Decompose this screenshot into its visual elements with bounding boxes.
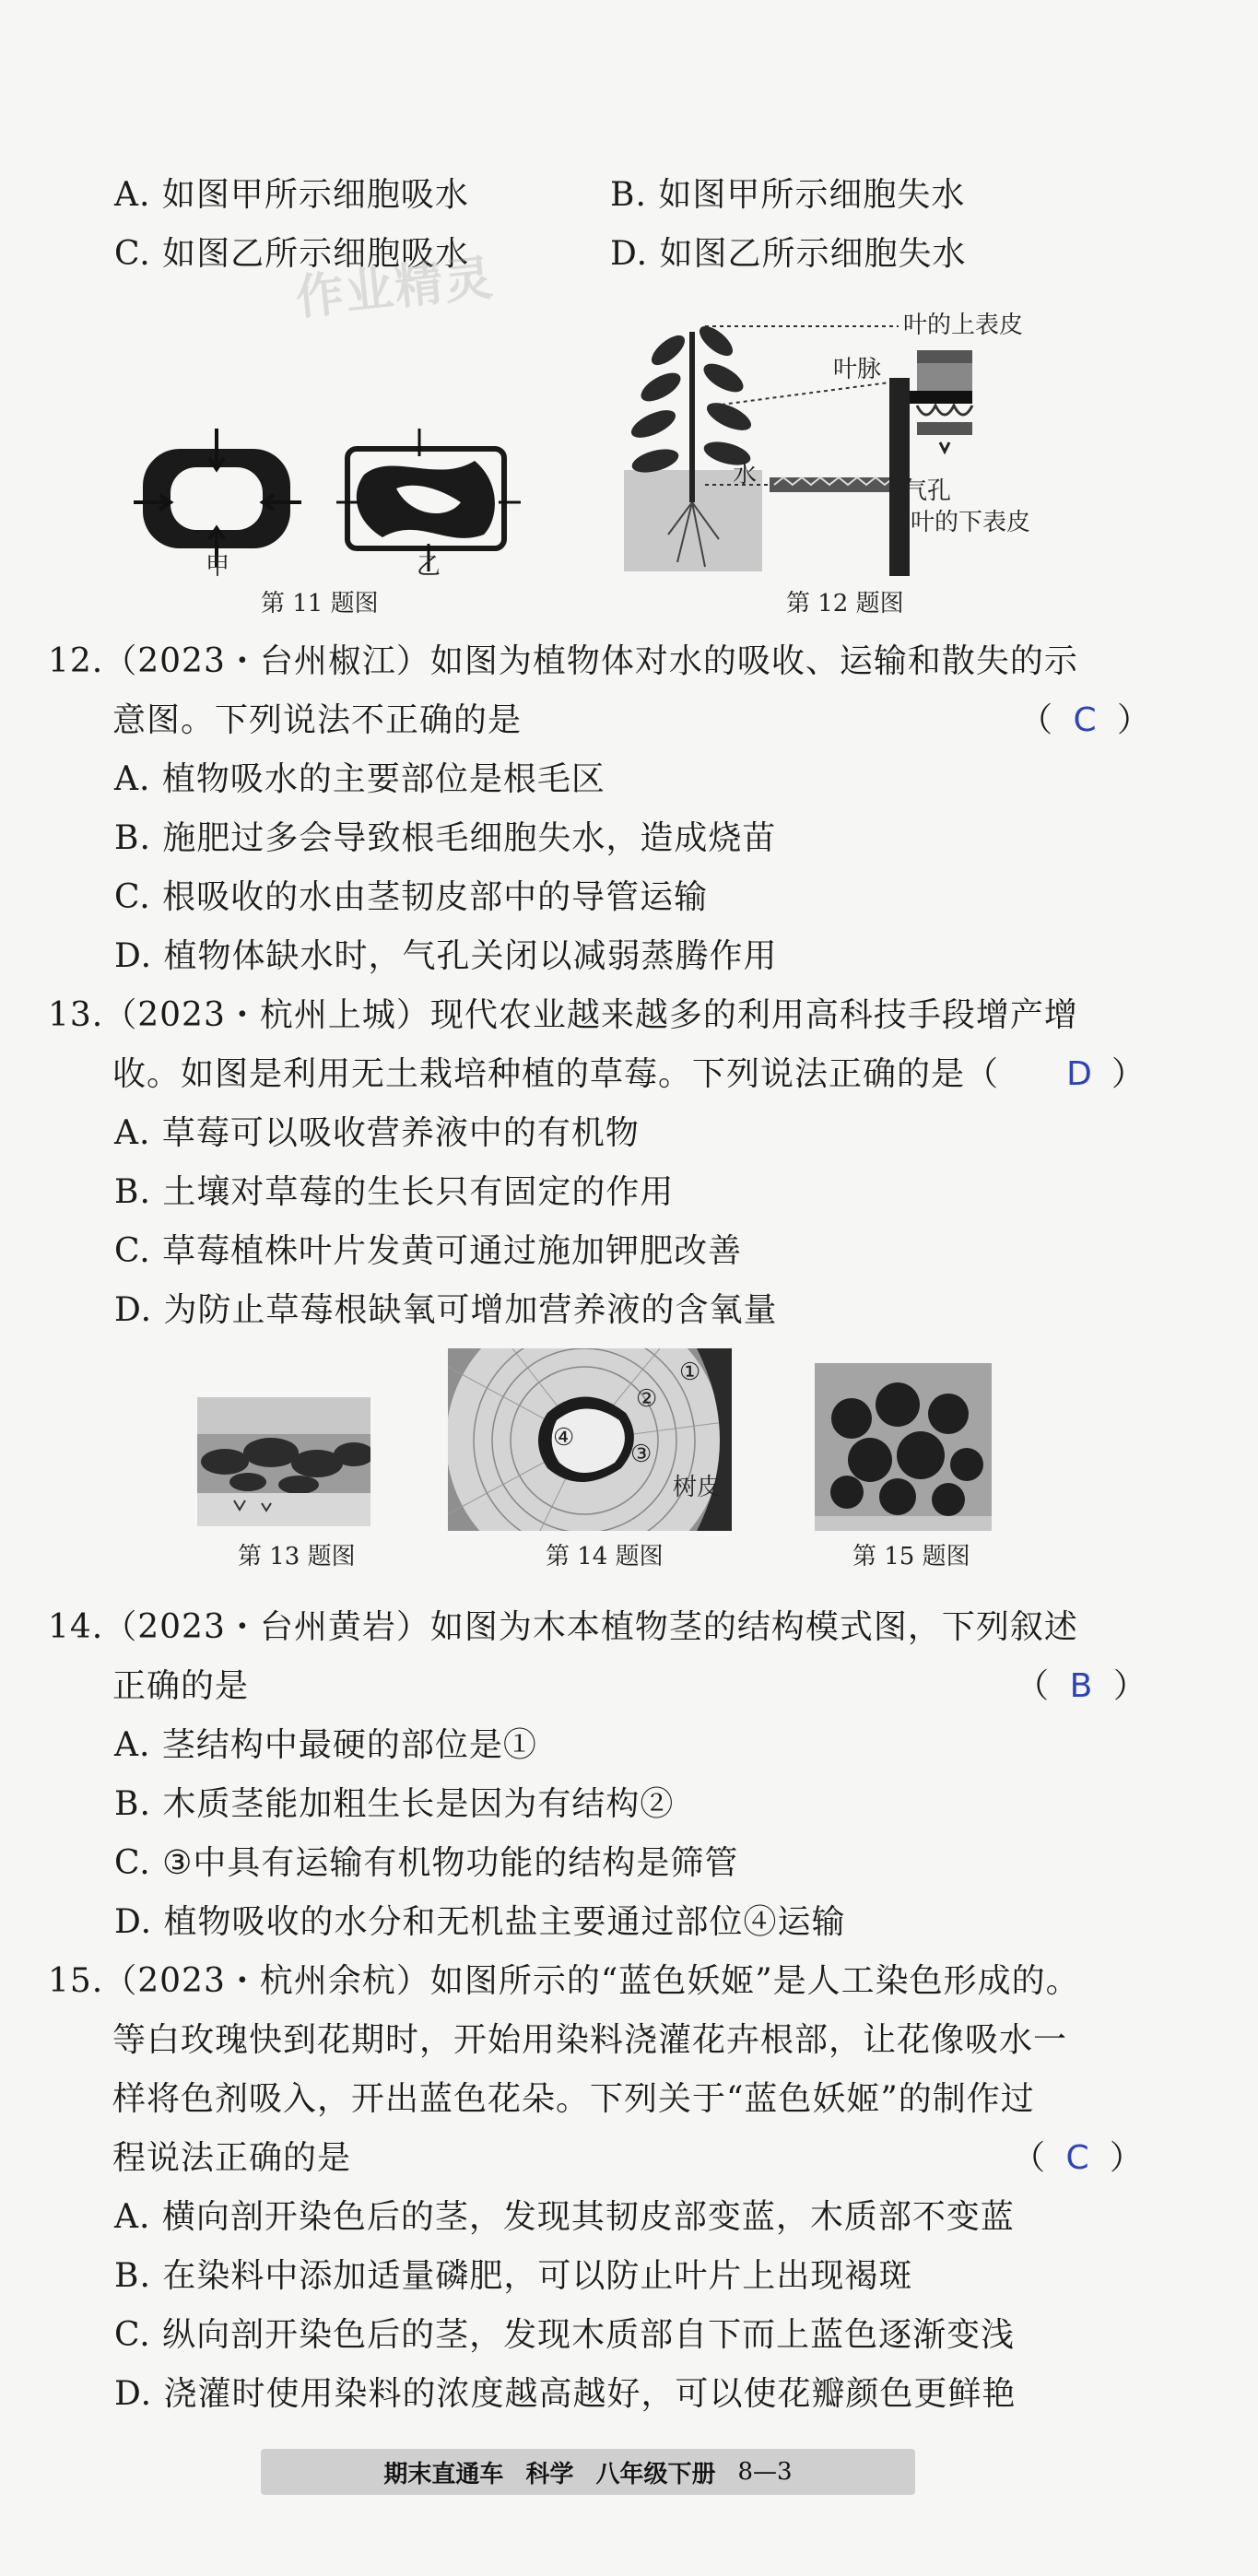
footer-subject: 科学: [525, 2460, 574, 2488]
watermark: 作业精灵: [293, 250, 498, 327]
q14-label-bark: 树皮: [673, 1474, 722, 1501]
q13-option-d: D. 为防止草莓根缺氧可增加营养液的含氧量: [114, 1291, 778, 1329]
q12-stem-line-1: 12.（2023・台州椒江）如图为植物体对水的吸收、运输和散失的示: [48, 642, 1078, 680]
q12-label-stoma: 气孔: [903, 477, 952, 505]
q11-cell-figure: [134, 429, 521, 581]
q13-stem-line-1: 13.（2023・杭州上城）现代农业越来越多的利用高科技手段增产增: [48, 996, 1078, 1034]
q14-caption: 第 14 题图: [546, 1543, 664, 1570]
q14-option-b: B. 木质茎能加粗生长是因为有结构②: [114, 1785, 675, 1823]
q13-option-b: B. 土壤对草莓的生长只有固定的作用: [114, 1173, 675, 1211]
q15-stem-line-2: 等白玫瑰快到花期时，开始用染料浇灌花卉根部，让花像吸水一: [112, 2021, 1068, 2059]
q15-stem-line-3: 样将色剂吸入，开出蓝色花朵。下列关于“蓝色妖姬”的制作过: [112, 2080, 1035, 2118]
footer-grade: 八年级下册: [595, 2460, 716, 2488]
water-transport-chain: [770, 477, 908, 492]
q15-answer-letter: C: [1065, 2139, 1089, 2177]
q11-caption: 第 11 题图: [261, 590, 379, 618]
q15-blue-rose-photo: [815, 1363, 992, 1531]
q12-answer: （ C ）: [1019, 699, 1150, 743]
q12-plant-figure: [613, 313, 1000, 581]
q12-label-lower-epidermis: 叶的下表皮: [911, 509, 1031, 536]
q14-stem-line-1: 14.（2023・台州黄岩）如图为木本植物茎的结构模式图，下列叙述: [48, 1608, 1078, 1646]
q12-stem-line-2: 意图。下列说法不正确的是: [112, 701, 523, 739]
q15-option-c: C. 纵向剖开染色后的茎，发现木质部自下而上蓝色逐渐变浅: [114, 2316, 1016, 2354]
q13-strawberry-photo: [197, 1397, 370, 1526]
q12-caption: 第 12 题图: [786, 590, 904, 618]
q13-option-c: C. 草莓植株叶片发黄可通过施加钾肥改善: [114, 1232, 743, 1270]
q15-answer: （ C ）: [1012, 2136, 1143, 2181]
q14-option-c: C. ③中具有运输有机物功能的结构是筛管: [114, 1844, 739, 1882]
footer-page-number: 8—3: [737, 2458, 793, 2486]
q13-answer-letter: D: [1066, 1055, 1092, 1093]
q14-label-2: ②: [636, 1385, 658, 1413]
page-footer: [261, 2449, 915, 2495]
q14-answer-letter: B: [1069, 1667, 1093, 1705]
q12-option-a: A. 植物吸水的主要部位是根毛区: [114, 760, 605, 798]
q12-option-d: D. 植物体缺水时，气孔关闭以减弱蒸腾作用: [114, 937, 778, 975]
q14-label-4: ④: [553, 1424, 575, 1452]
q11-option-a: A. 如图甲所示细胞吸水: [114, 176, 469, 214]
leaf-cross-section: [910, 350, 972, 452]
q12-option-b: B. 施肥过多会导致根毛细胞失水，造成烧苗: [114, 819, 777, 857]
cell-jia: [134, 429, 301, 567]
q13-stem-line-2: 收。如图是利用无土栽培种植的草莓。下列说法正确的是（: [112, 1055, 1000, 1093]
q14-answer: （ B ）: [1016, 1664, 1146, 1709]
cell-yi: [336, 429, 521, 571]
q12-option-c: C. 根吸收的水由茎韧皮部中的导管运输: [114, 878, 709, 916]
q13-answer: D ）: [1047, 1053, 1145, 1097]
q12-label-water: 水: [733, 461, 758, 488]
q12-label-vein: 叶脉: [833, 356, 882, 383]
q11-label-jia: 甲: [206, 553, 230, 581]
footer-book-title: 期末直通车: [383, 2460, 504, 2488]
q11-option-b: B. 如图甲所示细胞失水: [610, 176, 966, 214]
q15-option-b: B. 在染料中添加适量磷肥，可以防止叶片上出现褐斑: [114, 2257, 913, 2295]
q14-option-a: A. 茎结构中最硬的部位是①: [114, 1726, 537, 1764]
q15-option-a: A. 横向剖开染色后的茎，发现其韧皮部变蓝，木质部不变蓝: [114, 2198, 1015, 2236]
q12-label-upper-epidermis: 叶的上表皮: [903, 312, 1024, 339]
q11-option-d: D. 如图乙所示细胞失水: [610, 235, 967, 273]
q14-label-1: ①: [679, 1359, 701, 1386]
q11-label-yi: 乙: [417, 553, 441, 581]
q15-caption: 第 15 题图: [852, 1543, 970, 1570]
q15-stem-line-4: 程说法正确的是: [112, 2139, 352, 2177]
q13-option-a: A. 草莓可以吸收营养液中的有机物: [114, 1114, 640, 1152]
q14-option-d: D. 植物吸收的水分和无机盐主要通过部位④运输: [114, 1903, 846, 1941]
q12-answer-letter: C: [1073, 701, 1097, 739]
q15-stem-line-1: 15.（2023・杭州余杭）如图所示的“蓝色妖姬”是人工染色形成的。: [48, 1962, 1080, 2000]
q15-option-d: D. 浇灌时使用染料的浓度越高越好，可以使花瓣颜色更鲜艳: [114, 2375, 1017, 2413]
q11-option-c: C. 如图乙所示细胞吸水: [114, 235, 470, 273]
q14-label-3: ③: [630, 1441, 653, 1468]
q13-caption: 第 13 题图: [238, 1543, 356, 1570]
q14-stem-line-2: 正确的是: [112, 1667, 250, 1705]
